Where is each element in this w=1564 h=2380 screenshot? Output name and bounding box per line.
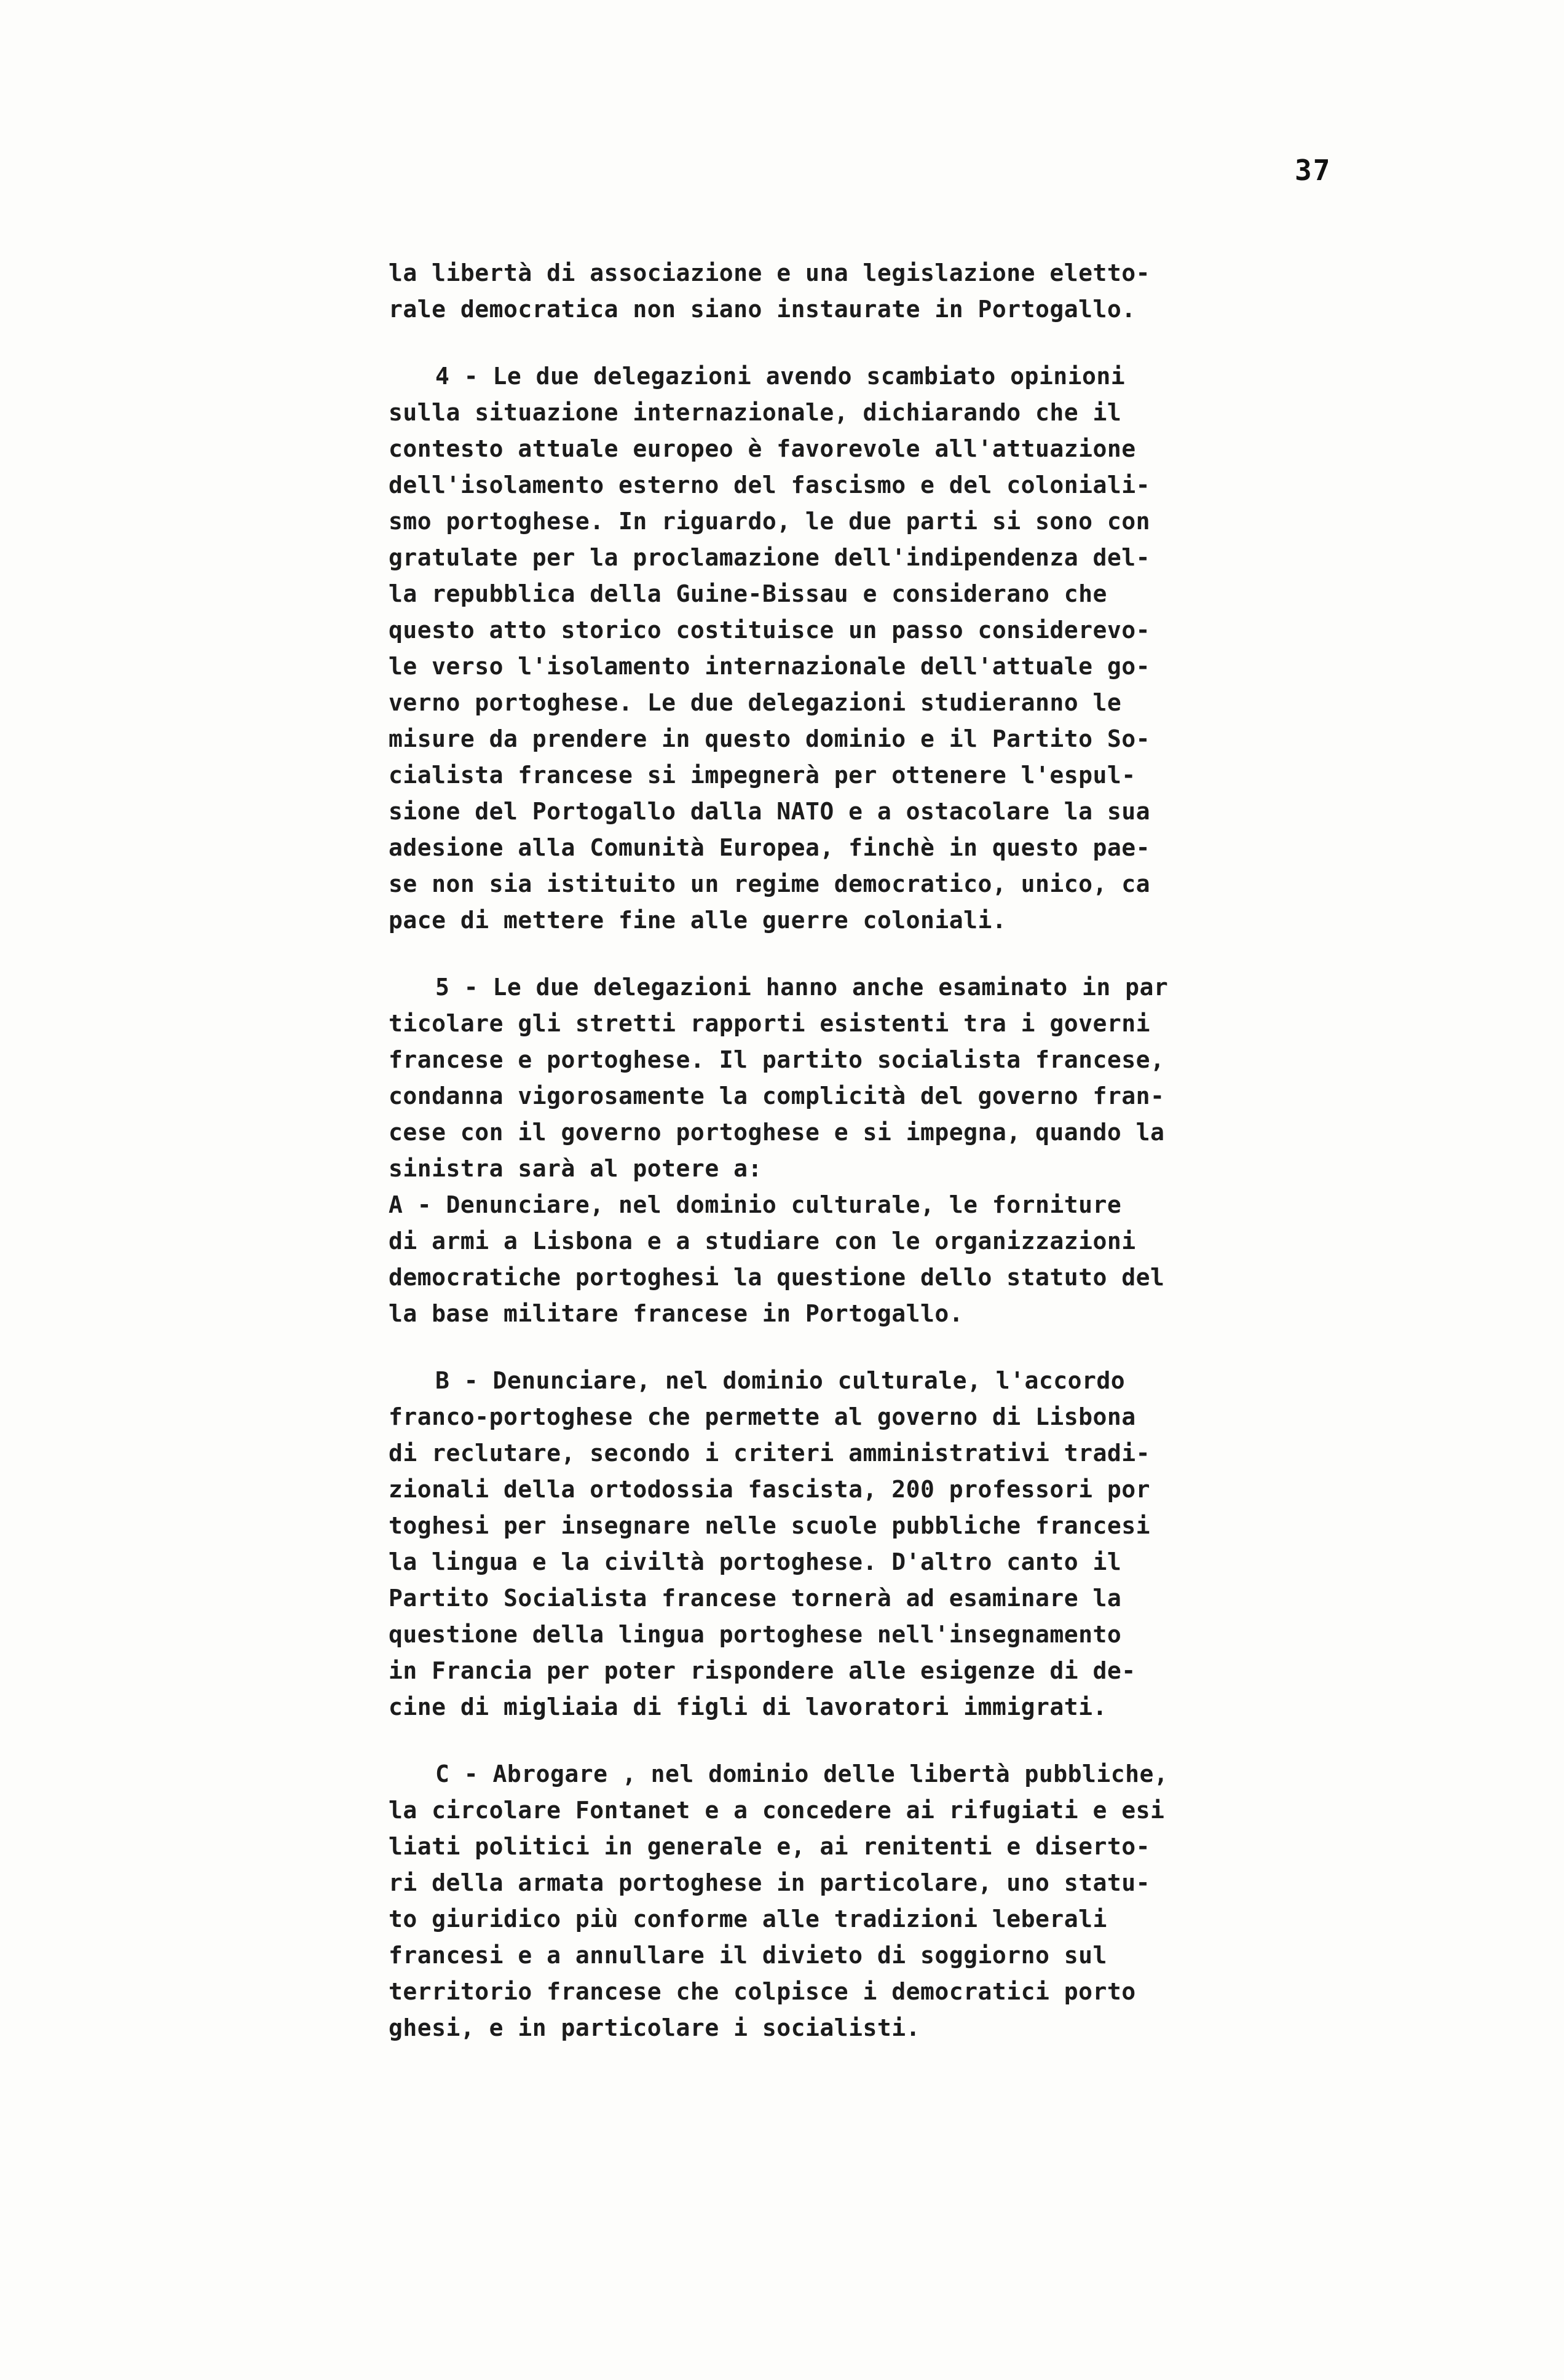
text-line: la lingua e la civiltà portoghese. D'altro canto il	[389, 1548, 1122, 1575]
text-line: cine di migliaia di figli di lavoratori immigrati.	[389, 1693, 1107, 1720]
text-line: ghesi, e in particolare i socialisti.	[389, 2014, 920, 2041]
text-line: se non sia istituito un regime democratico, unico, ca	[389, 870, 1151, 897]
text-line: la base militare francese in Portogallo.	[389, 1300, 964, 1327]
text-line: in Francia per poter rispondere alle esigenze di de-	[389, 1657, 1136, 1684]
text-line: questo atto storico costituisce un passo considerevo-	[389, 617, 1151, 644]
paragraph-point-4	[389, 358, 1274, 939]
text-line: territorio francese che colpisce i democratici porto	[389, 1978, 1136, 2005]
text-line: rale democratica non siano instaurate in Portogallo.	[389, 296, 1136, 323]
text-line: liati politici in generale e, ai renitenti e diserto-	[389, 1833, 1151, 1860]
text-line: contesto attuale europeo è favorevole all'attuazione	[389, 435, 1136, 462]
text-line: dell'isolamento esterno del fascismo e del coloniali-	[389, 471, 1151, 498]
text-line: francese e portoghese. Il partito socialista francese,	[389, 1046, 1165, 1073]
text-line: Partito Socialista francese tornerà ad esaminare la	[389, 1585, 1122, 1612]
text-line: ticolare gli stretti rapporti esistenti tra i governi	[389, 1010, 1151, 1037]
text-line: sione del Portogallo dalla NATO e a ostacolare la sua	[389, 798, 1151, 825]
text-line: adesione alla Comunità Europea, finchè in questo pae-	[389, 834, 1151, 861]
text-line: misure da prendere in questo dominio e il Partito So-	[389, 725, 1151, 752]
text-line: 4 - Le due delegazioni avendo scambiato opinioni	[435, 363, 1126, 390]
paragraph-point-b	[389, 1363, 1274, 1725]
text-line: la libertà di associazione e una legislazione eletto-	[389, 259, 1151, 286]
text-line: A - Denunciare, nel dominio culturale, le forniture	[389, 1191, 1122, 1218]
paragraph-continuation	[389, 255, 1274, 328]
text-line: B - Denunciare, nel dominio culturale, l'accordo	[435, 1367, 1126, 1394]
document-body	[389, 255, 1274, 2046]
paragraph-point-c	[389, 1756, 1274, 2046]
page-number: 37	[1295, 154, 1332, 187]
text-line: to giuridico più conforme alle tradizioni leberali	[389, 1905, 1107, 1933]
text-line: pace di mettere fine alle guerre coloniali.	[389, 907, 1007, 934]
text-line: smo portoghese. In riguardo, le due parti si sono con	[389, 508, 1151, 535]
text-line: questione della lingua portoghese nell'insegnamento	[389, 1621, 1122, 1648]
text-line: sinistra sarà al potere a:	[389, 1155, 762, 1182]
text-line: cese con il governo portoghese e si impegna, quando la	[389, 1119, 1165, 1146]
text-line: le verso l'isolamento internazionale dell'attuale go-	[389, 653, 1151, 680]
text-line: ri della armata portoghese in particolare, uno statu-	[389, 1869, 1151, 1896]
text-line: cialista francese si impegnerà per ottenere l'espul-	[389, 762, 1136, 789]
text-line: franco-portoghese che permette al governo di Lisbona	[389, 1403, 1136, 1430]
text-line: di reclutare, secondo i criteri amministrativi tradi-	[389, 1440, 1151, 1467]
paragraph-point-5	[389, 969, 1274, 1332]
text-line: gratulate per la proclamazione dell'indipendenza del-	[389, 544, 1151, 571]
text-line: C - Abrogare , nel dominio delle libertà pubbliche,	[435, 1760, 1169, 1787]
text-line: francesi e a annullare il divieto di soggiorno sul	[389, 1942, 1107, 1969]
text-line: 5 - Le due delegazioni hanno anche esaminato in par	[435, 974, 1169, 1001]
text-line: condanna vigorosamente la complicità del governo fran-	[389, 1082, 1165, 1109]
text-line: democratiche portoghesi la questione dello statuto del	[389, 1264, 1165, 1291]
text-line: verno portoghese. Le due delegazioni studieranno le	[389, 689, 1122, 716]
text-line: sulla situazione internazionale, dichiarando che il	[389, 399, 1122, 426]
text-line: di armi a Lisbona e a studiare con le organizzazioni	[389, 1227, 1136, 1255]
text-line: zionali della ortodossia fascista, 200 professori por	[389, 1476, 1151, 1503]
text-line: la circolare Fontanet e a concedere ai rifugiati e esi	[389, 1797, 1165, 1824]
text-line: toghesi per insegnare nelle scuole pubbliche francesi	[389, 1512, 1151, 1539]
text-line: la repubblica della Guine-Bissau e considerano che	[389, 580, 1107, 607]
